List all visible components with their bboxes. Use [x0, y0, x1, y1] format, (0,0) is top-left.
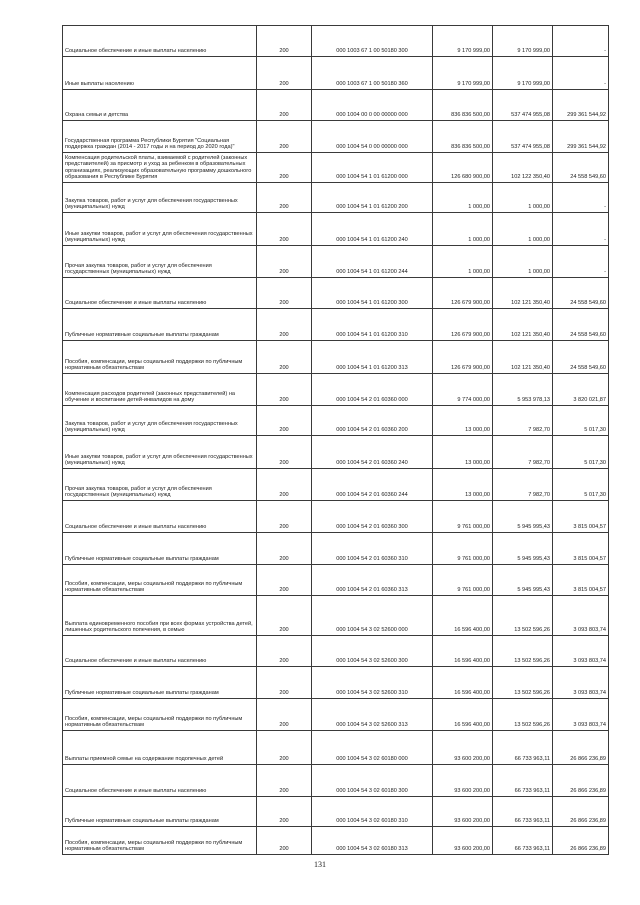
row-admin-code: 200 [257, 797, 312, 827]
row-planned-amount: 93 600 200,00 [433, 797, 493, 827]
row-name: Пособия, компенсации, меры социальной поддержки по публичным нормативным обязательствам [63, 341, 257, 374]
row-name: Закупка товаров, работ и услуг для обеспечения государственных (муниципальных) нужд [63, 183, 257, 213]
row-executed-amount: 537 474 955,08 [493, 90, 553, 121]
row-executed-amount: 102 121 350,40 [493, 341, 553, 374]
row-unexecuted-amount: 3 815 004,57 [553, 565, 609, 596]
row-name: Пособия, компенсации, меры социальной поддержки по публичным нормативным обязательствам [63, 699, 257, 731]
table-row [63, 278, 609, 309]
row-budget-code: 000 1004 54 1 01 61200 200 [312, 183, 433, 213]
row-executed-amount: 102 121 350,40 [493, 278, 553, 309]
table-row [63, 436, 609, 469]
table-row [63, 90, 609, 121]
row-unexecuted-amount: 3 093 803,74 [553, 699, 609, 731]
row-executed-amount: 66 733 963,11 [493, 765, 553, 797]
row-name: Публичные нормативные социальные выплаты гражданам [63, 797, 257, 827]
row-name: Публичные нормативные социальные выплаты гражданам [63, 309, 257, 341]
table-row [63, 565, 609, 596]
row-unexecuted-amount: - [553, 183, 609, 213]
row-name: Компенсация расходов родителей (законных представителей) на обучение и воспитание детей-инвалидов на дому [63, 374, 257, 406]
budget-table [62, 25, 609, 855]
table-row [63, 699, 609, 731]
row-budget-code: 000 1003 67 1 00 50180 360 [312, 57, 433, 90]
row-unexecuted-amount: 3 093 803,74 [553, 636, 609, 667]
row-planned-amount: 836 836 500,00 [433, 90, 493, 121]
row-unexecuted-amount: 3 820 021,87 [553, 374, 609, 406]
row-admin-code: 200 [257, 341, 312, 374]
row-planned-amount: 9 761 000,00 [433, 565, 493, 596]
row-executed-amount: 102 121 350,40 [493, 309, 553, 341]
table-row [63, 827, 609, 855]
row-executed-amount: 13 502 596,26 [493, 667, 553, 699]
row-planned-amount: 16 596 400,00 [433, 636, 493, 667]
table-row [63, 121, 609, 153]
row-planned-amount: 9 761 000,00 [433, 533, 493, 565]
row-budget-code: 000 1004 54 2 01 60360 310 [312, 533, 433, 565]
row-planned-amount: 9 774 000,00 [433, 374, 493, 406]
row-unexecuted-amount: 24 558 549,60 [553, 341, 609, 374]
row-budget-code: 000 1004 54 2 01 60360 313 [312, 565, 433, 596]
row-planned-amount: 9 170 999,00 [433, 26, 493, 57]
row-planned-amount: 13 000,00 [433, 406, 493, 436]
row-name: Выплаты приемной семье на содержание подопечных детей [63, 731, 257, 765]
row-unexecuted-amount: 26 866 236,89 [553, 765, 609, 797]
row-executed-amount: 537 474 955,08 [493, 121, 553, 153]
row-budget-code: 000 1004 54 3 02 60180 300 [312, 765, 433, 797]
row-admin-code: 200 [257, 121, 312, 153]
row-unexecuted-amount: 24 558 549,60 [553, 309, 609, 341]
row-executed-amount: 1 000,00 [493, 246, 553, 278]
row-name: Пособия, компенсации, меры социальной поддержки по публичным нормативным обязательствам [63, 827, 257, 855]
row-budget-code: 000 1003 67 1 00 50180 300 [312, 26, 433, 57]
row-planned-amount: 16 596 400,00 [433, 699, 493, 731]
row-unexecuted-amount: - [553, 57, 609, 90]
row-admin-code: 200 [257, 731, 312, 765]
table-row [63, 213, 609, 246]
row-executed-amount: 5 953 978,13 [493, 374, 553, 406]
row-name: Социальное обеспечение и иные выплаты населению [63, 278, 257, 309]
row-name: Публичные нормативные социальные выплаты гражданам [63, 667, 257, 699]
row-executed-amount: 9 170 999,00 [493, 57, 553, 90]
row-budget-code: 000 1004 54 1 01 61200 310 [312, 309, 433, 341]
row-planned-amount: 93 600 200,00 [433, 765, 493, 797]
row-budget-code: 000 1004 54 3 02 52600 300 [312, 636, 433, 667]
row-executed-amount: 66 733 963,11 [493, 797, 553, 827]
row-budget-code: 000 1004 54 2 01 60360 000 [312, 374, 433, 406]
row-budget-code: 000 1004 54 2 01 60360 244 [312, 469, 433, 501]
row-admin-code: 200 [257, 57, 312, 90]
table-row [63, 797, 609, 827]
page-number: 131 [314, 860, 326, 869]
row-unexecuted-amount: 24 558 549,60 [553, 153, 609, 183]
table-row [63, 731, 609, 765]
row-budget-code: 000 1004 54 3 02 60180 000 [312, 731, 433, 765]
row-unexecuted-amount: 3 093 803,74 [553, 596, 609, 636]
row-planned-amount: 1 000,00 [433, 213, 493, 246]
row-name: Социальное обеспечение и иные выплаты населению [63, 501, 257, 533]
row-planned-amount: 13 000,00 [433, 436, 493, 469]
row-budget-code: 000 1004 54 2 01 60360 300 [312, 501, 433, 533]
row-name: Иные выплаты населению [63, 57, 257, 90]
row-unexecuted-amount: 24 558 549,60 [553, 278, 609, 309]
row-planned-amount: 1 000,00 [433, 183, 493, 213]
table-row [63, 765, 609, 797]
table-row [63, 183, 609, 213]
row-planned-amount: 93 600 200,00 [433, 827, 493, 855]
row-admin-code: 200 [257, 596, 312, 636]
row-executed-amount: 66 733 963,11 [493, 731, 553, 765]
row-admin-code: 200 [257, 309, 312, 341]
row-unexecuted-amount: - [553, 246, 609, 278]
row-budget-code: 000 1004 54 3 02 60180 313 [312, 827, 433, 855]
row-admin-code: 200 [257, 213, 312, 246]
row-planned-amount: 13 000,00 [433, 469, 493, 501]
row-name: Публичные нормативные социальные выплаты гражданам [63, 533, 257, 565]
row-unexecuted-amount: 26 866 236,89 [553, 797, 609, 827]
row-budget-code: 000 1004 54 0 00 00000 000 [312, 121, 433, 153]
row-admin-code: 200 [257, 533, 312, 565]
row-admin-code: 200 [257, 636, 312, 667]
row-planned-amount: 93 600 200,00 [433, 731, 493, 765]
row-admin-code: 200 [257, 278, 312, 309]
table-row [63, 26, 609, 57]
row-admin-code: 200 [257, 765, 312, 797]
row-admin-code: 200 [257, 699, 312, 731]
row-name: Иные закупки товаров, работ и услуг для обеспечения государственных (муниципальных) нужд [63, 213, 257, 246]
row-name: Охрана семьи и детства [63, 90, 257, 121]
table-row [63, 341, 609, 374]
row-name: Прочая закупка товаров, работ и услуг для обеспечения государственных (муниципальных) нужд [63, 469, 257, 501]
row-planned-amount: 126 679 900,00 [433, 309, 493, 341]
row-unexecuted-amount: 26 866 236,89 [553, 731, 609, 765]
row-budget-code: 000 1004 54 1 01 61200 240 [312, 213, 433, 246]
row-executed-amount: 102 122 350,40 [493, 153, 553, 183]
row-budget-code: 000 1004 54 1 01 61200 244 [312, 246, 433, 278]
row-budget-code: 000 1004 54 1 01 61200 300 [312, 278, 433, 309]
row-planned-amount: 16 596 400,00 [433, 667, 493, 699]
row-budget-code: 000 1004 54 2 01 60360 240 [312, 436, 433, 469]
row-executed-amount: 7 982,70 [493, 406, 553, 436]
row-name: Прочая закупка товаров, работ и услуг для обеспечения государственных (муниципальных) нужд [63, 246, 257, 278]
row-planned-amount: 1 000,00 [433, 246, 493, 278]
row-admin-code: 200 [257, 246, 312, 278]
row-admin-code: 200 [257, 469, 312, 501]
row-unexecuted-amount: 299 361 544,92 [553, 121, 609, 153]
table-row [63, 533, 609, 565]
row-executed-amount: 13 502 596,26 [493, 596, 553, 636]
row-name: Выплата единовременного пособия при всех формах устройства детей, лишенных родительского попечения, в семью [63, 596, 257, 636]
table-row [63, 153, 609, 183]
row-name: Компенсация родительской платы, взимаемой с родителей (законных представителей) за присмотр и уход за ребенком в образовательных организациях, реализующих образовательную программу дошкольного образования в Республике Бурятия [63, 153, 257, 183]
row-name: Социальное обеспечение и иные выплаты населению [63, 636, 257, 667]
row-name: Государственная программа Республики Бурятия "Социальная поддержка граждан (2014 - 2017 годы и на период до 2020 года)" [63, 121, 257, 153]
row-executed-amount: 7 982,70 [493, 469, 553, 501]
row-admin-code: 200 [257, 153, 312, 183]
row-executed-amount: 13 502 596,26 [493, 636, 553, 667]
row-executed-amount: 9 170 999,00 [493, 26, 553, 57]
row-unexecuted-amount: 3 815 004,57 [553, 533, 609, 565]
row-executed-amount: 13 502 596,26 [493, 699, 553, 731]
row-planned-amount: 126 679 900,00 [433, 278, 493, 309]
row-admin-code: 200 [257, 436, 312, 469]
row-unexecuted-amount: - [553, 213, 609, 246]
row-executed-amount: 5 945 995,43 [493, 565, 553, 596]
row-admin-code: 200 [257, 667, 312, 699]
row-unexecuted-amount: - [553, 26, 609, 57]
row-admin-code: 200 [257, 26, 312, 57]
row-planned-amount: 9 761 000,00 [433, 501, 493, 533]
row-admin-code: 200 [257, 501, 312, 533]
row-unexecuted-amount: 5 017,30 [553, 436, 609, 469]
row-budget-code: 000 1004 54 1 01 61200 000 [312, 153, 433, 183]
row-name: Закупка товаров, работ и услуг для обеспечения государственных (муниципальных) нужд [63, 406, 257, 436]
row-budget-code: 000 1004 54 3 02 60180 310 [312, 797, 433, 827]
row-planned-amount: 126 679 900,00 [433, 341, 493, 374]
row-admin-code: 200 [257, 565, 312, 596]
table-row [63, 57, 609, 90]
row-planned-amount: 16 596 400,00 [433, 596, 493, 636]
row-executed-amount: 7 982,70 [493, 436, 553, 469]
row-admin-code: 200 [257, 90, 312, 121]
row-executed-amount: 66 733 963,11 [493, 827, 553, 855]
row-admin-code: 200 [257, 183, 312, 213]
row-budget-code: 000 1004 54 1 01 61200 313 [312, 341, 433, 374]
row-unexecuted-amount: 3 093 803,74 [553, 667, 609, 699]
table-row [63, 374, 609, 406]
row-name: Социальное обеспечение и иные выплаты населению [63, 26, 257, 57]
row-budget-code: 000 1004 54 2 01 60360 200 [312, 406, 433, 436]
row-unexecuted-amount: 5 017,30 [553, 406, 609, 436]
row-budget-code: 000 1004 00 0 00 00000 000 [312, 90, 433, 121]
table-row [63, 309, 609, 341]
row-executed-amount: 1 000,00 [493, 213, 553, 246]
row-unexecuted-amount: 299 361 544,92 [553, 90, 609, 121]
row-admin-code: 200 [257, 406, 312, 436]
row-budget-code: 000 1004 54 3 02 52600 310 [312, 667, 433, 699]
row-budget-code: 000 1004 54 3 02 52600 000 [312, 596, 433, 636]
row-unexecuted-amount: 5 017,30 [553, 469, 609, 501]
row-name: Пособия, компенсации, меры социальной поддержки по публичным нормативным обязательствам [63, 565, 257, 596]
row-name: Иные закупки товаров, работ и услуг для обеспечения государственных (муниципальных) нужд [63, 436, 257, 469]
table-row [63, 469, 609, 501]
row-admin-code: 200 [257, 374, 312, 406]
table-row [63, 667, 609, 699]
row-budget-code: 000 1004 54 3 02 52600 313 [312, 699, 433, 731]
table-row [63, 636, 609, 667]
row-planned-amount: 126 680 900,00 [433, 153, 493, 183]
row-planned-amount: 836 836 500,00 [433, 121, 493, 153]
row-unexecuted-amount: 3 815 004,57 [553, 501, 609, 533]
table-row [63, 501, 609, 533]
row-executed-amount: 5 945 995,43 [493, 533, 553, 565]
row-planned-amount: 9 170 999,00 [433, 57, 493, 90]
table-row [63, 596, 609, 636]
row-executed-amount: 5 945 995,43 [493, 501, 553, 533]
row-admin-code: 200 [257, 827, 312, 855]
budget-table-body [63, 26, 609, 855]
row-name: Социальное обеспечение и иные выплаты населению [63, 765, 257, 797]
row-executed-amount: 1 000,00 [493, 183, 553, 213]
table-row [63, 246, 609, 278]
table-row [63, 406, 609, 436]
row-unexecuted-amount: 26 866 236,89 [553, 827, 609, 855]
